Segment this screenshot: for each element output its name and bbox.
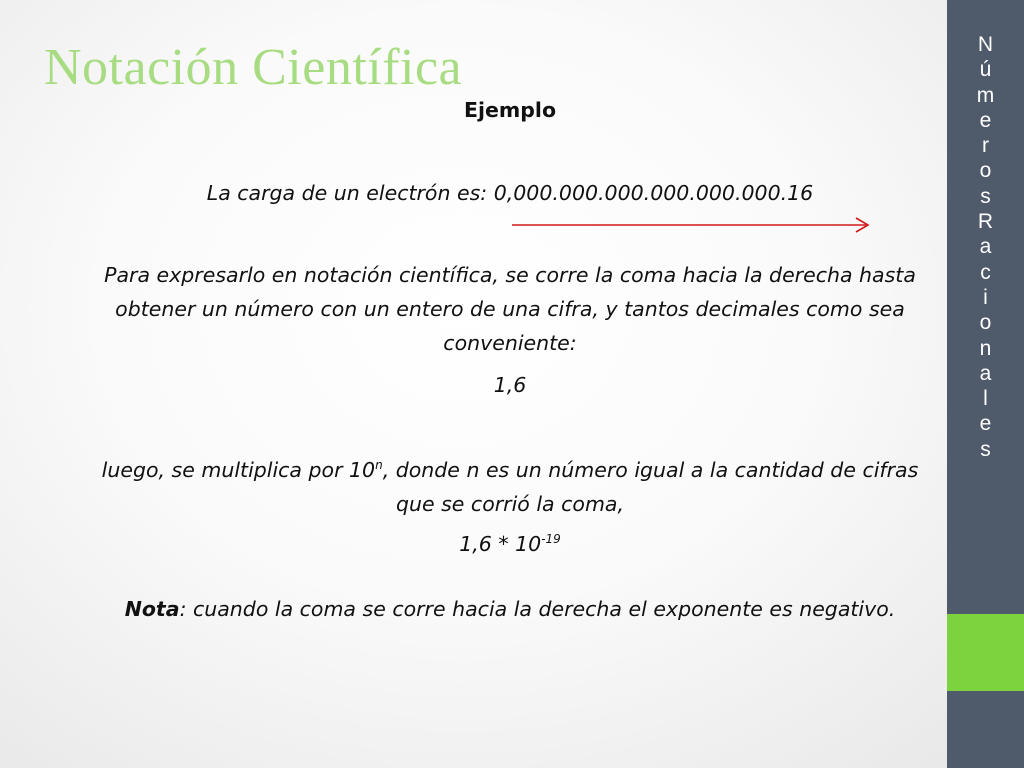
- sidebar-letter: i: [983, 285, 988, 309]
- note-paragraph: [90, 592, 930, 626]
- sidebar-letter: c: [980, 260, 991, 284]
- value-1-6: 1,6: [493, 373, 527, 397]
- exponent-n: n: [375, 458, 383, 472]
- page-title: Notación Científica: [44, 39, 463, 96]
- result-exponent: -19: [541, 532, 561, 546]
- sidebar-letter: N: [977, 33, 994, 56]
- sidebar-letter: e: [979, 108, 992, 132]
- sidebar-letter: r: [982, 134, 989, 158]
- accent-green-block: [947, 614, 1024, 691]
- sidebar-vertical-title: [947, 32, 1024, 462]
- multiply-text-before: luego, se multiplica por 10: [101, 458, 376, 482]
- right-arrow-icon: [510, 214, 872, 234]
- note-text: : cuando la coma se corre hacia la derecha el exponente es negativo.: [179, 597, 896, 621]
- multiply-paragraph: [90, 448, 930, 521]
- explanation-paragraph: Para expresarlo en notación científica, se corre la coma hacia la derecha hasta obtener un número con un entero de una cifra, y tantos decimales como sea conveniente:: [104, 263, 916, 355]
- result-base: 1,6 * 10: [459, 532, 542, 556]
- sidebar-letter: ú: [979, 58, 992, 82]
- sidebar-letter: n: [979, 336, 992, 360]
- result-expression: [90, 522, 930, 561]
- sidebar-letter: s: [980, 184, 991, 208]
- multiply-text-after: , donde n es un número igual a la cantidad de cifras que se corrió la coma,: [382, 458, 919, 516]
- sidebar-letter: m: [976, 83, 995, 107]
- sidebar-letter: a: [979, 235, 992, 259]
- sidebar-letter: o: [979, 159, 992, 183]
- sidebar-letter: l: [983, 387, 988, 411]
- electron-charge-line: La carga de un electrón es: 0,000.000.000.000.000.000.16: [206, 181, 814, 205]
- sidebar-letter: R: [977, 210, 994, 234]
- sidebar-letter: a: [979, 361, 992, 385]
- sidebar-letter: e: [979, 412, 992, 436]
- example-heading: Ejemplo: [463, 98, 557, 122]
- note-label: Nota: [124, 597, 180, 621]
- sidebar-letter: o: [979, 311, 992, 335]
- sidebar-letter: s: [980, 437, 991, 461]
